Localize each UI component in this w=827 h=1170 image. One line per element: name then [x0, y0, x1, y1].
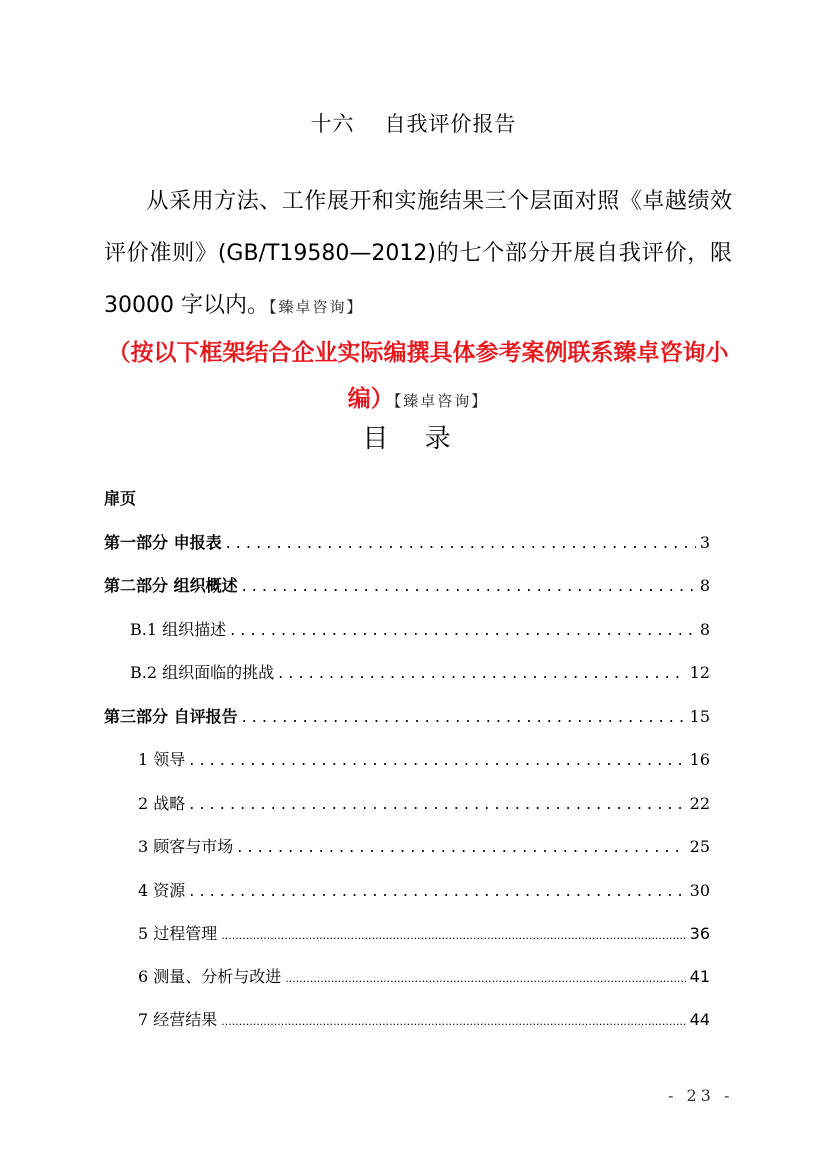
toc-entry-page: 8	[699, 576, 710, 595]
red-notice-tag: 【臻卓咨询】	[393, 392, 489, 410]
page-number: - 23 -	[668, 1086, 734, 1105]
section-title-text: 自我评价报告	[384, 112, 517, 136]
toc-entry-page: 25	[689, 837, 710, 856]
toc-entry-label: 3 顾客与市场	[138, 837, 234, 856]
toc-entry-page: 12	[689, 663, 710, 682]
toc-entry-label: B.1 组织描述	[130, 620, 227, 639]
toc-leader-dots	[230, 620, 696, 639]
section-number: 十六	[310, 112, 355, 136]
toc-entry-label: B.2 组织面临的挑战	[130, 663, 275, 682]
toc-leader-dots	[221, 1010, 685, 1029]
toc-entry[interactable]	[104, 660, 710, 688]
toc-entry[interactable]	[104, 747, 710, 775]
toc-entry-title-page[interactable]	[104, 486, 710, 514]
red-notice	[104, 330, 732, 424]
toc-entry-page: 16	[689, 750, 710, 769]
toc-entry-label: 2 战略	[138, 794, 186, 813]
toc-entry[interactable]	[104, 573, 710, 601]
toc-entry[interactable]	[104, 834, 710, 862]
toc-entry-page: 30	[689, 881, 710, 900]
toc-leader-dots	[242, 576, 696, 595]
toc-leader-dots	[189, 881, 685, 900]
toc-entry[interactable]	[104, 791, 710, 819]
toc-leader-dots	[189, 750, 685, 769]
instruction-tag: 【臻卓咨询】	[268, 298, 364, 316]
instruction-paragraph	[104, 176, 732, 333]
toc-entry-page: 3	[699, 533, 710, 552]
toc-leader-dots	[242, 707, 686, 726]
instruction-text: 从采用方法、工作展开和实施结果三个层面对照《卓越绩效评价准则》(GB/T19580—2012)的七个部分开展自我评价，限 30000 字以内。	[104, 189, 732, 318]
toc-entry-label: 第一部分 申报表	[104, 533, 222, 552]
toc-leader-dots	[221, 924, 685, 943]
toc-entry-page: 41	[689, 967, 710, 986]
toc-leader-dots	[189, 794, 685, 813]
toc-leader-dots	[285, 967, 685, 986]
red-notice-text: （按以下框架结合企业实际编撰具体参考案例联系臻卓咨询小编）	[107, 340, 729, 412]
toc-entry-label: 第二部分 组织概述	[104, 576, 238, 595]
toc-entry[interactable]	[104, 1007, 710, 1035]
toc-entry-label: 扉页	[104, 489, 137, 508]
toc-entry[interactable]	[104, 704, 710, 732]
toc-leader-dots	[226, 533, 696, 552]
toc-entry-label: 第三部分 自评报告	[104, 707, 238, 726]
toc-entry[interactable]	[104, 617, 710, 645]
toc-entry-label: 5 过程管理	[138, 924, 218, 943]
toc-entry-page: 15	[689, 707, 710, 726]
toc-entry[interactable]	[104, 530, 710, 558]
toc-entry-page: 36	[689, 924, 710, 943]
toc-entry-label: 4 资源	[138, 881, 186, 900]
toc-leader-dots	[278, 663, 686, 682]
section-title	[0, 108, 827, 138]
toc-heading: 目 录	[362, 424, 465, 454]
toc-entry-label: 6 测量、分析与改进	[138, 967, 282, 986]
toc-entry-label: 7 经营结果	[138, 1010, 218, 1029]
toc-entry[interactable]	[104, 878, 710, 906]
toc-leader-dots	[237, 837, 685, 856]
toc-entry[interactable]	[104, 964, 710, 992]
toc-entry-page: 44	[689, 1010, 710, 1029]
toc-entry-page: 8	[699, 620, 710, 639]
toc-entry-page: 22	[689, 794, 710, 813]
toc-entry[interactable]	[104, 921, 710, 949]
toc-entry-label: 1 领导	[138, 750, 186, 769]
